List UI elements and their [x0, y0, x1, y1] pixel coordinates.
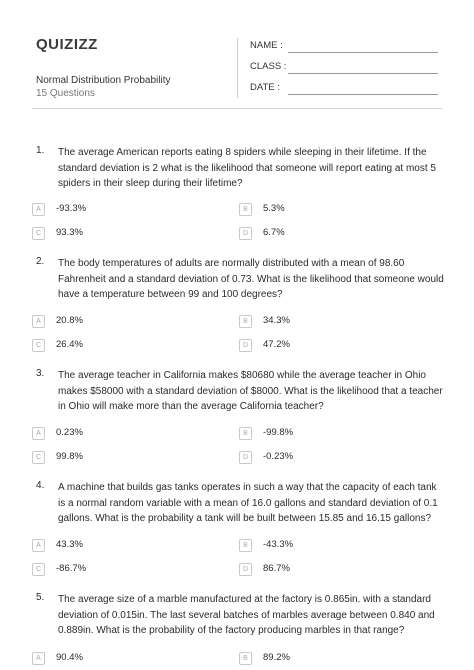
question-text: The average size of a marble manufactured at the factory is 0.865in. with a standard deviation of 0.015in. The last several batches of marbles average between 0.840 and 0.889in. What is the probability of the factory producing marbles in that range? — [58, 594, 435, 636]
class-field — [250, 61, 286, 72]
option-letter-box: B — [239, 315, 252, 328]
option-letter-box: C — [32, 451, 45, 464]
option-letter-box: A — [32, 652, 45, 665]
date-line — [288, 94, 438, 95]
option-value: 20.8% — [56, 315, 83, 326]
option-value: 6.7% — [263, 227, 285, 238]
option-letter-box: A — [32, 203, 45, 216]
class-label: CLASS : — [250, 61, 287, 72]
option-value: 47.2% — [263, 339, 290, 350]
option-value: -86.7% — [56, 563, 87, 574]
option-value: -43.3% — [263, 539, 294, 550]
question-number: 3. — [36, 368, 45, 379]
option-value: 0.23% — [56, 427, 83, 438]
date-field — [250, 82, 280, 93]
option-letter-box: C — [32, 563, 45, 576]
class-line — [288, 73, 438, 74]
option-letter-box: C — [32, 227, 45, 240]
header-divider — [237, 38, 238, 98]
option-value: -0.23% — [263, 451, 294, 462]
date-label: DATE : — [250, 82, 280, 93]
option-letter-box: A — [32, 315, 45, 328]
option-value: -99.8% — [263, 427, 294, 438]
option-letter-box: D — [239, 563, 252, 576]
question-count: 15 Questions — [36, 88, 95, 99]
question-text: The average teacher in California makes $80680 while the average teacher in Ohio makes $58000 with a standard deviation of $8000. What is the likelihood that a teacher in Ohio will make more than the average California teacher? — [58, 370, 443, 412]
name-label: NAME : — [250, 40, 283, 51]
option-letter-box: B — [239, 652, 252, 665]
option-letter-box: D — [239, 339, 252, 352]
option-value: 93.3% — [56, 227, 83, 238]
question-text: The body temperatures of adults are normally distributed with a mean of 98.60 Fahrenheit and a standard deviation of 0.73. What is the likelihood that someone would have a temperature between 99 and 100 degrees? — [58, 258, 444, 300]
option-value: 86.7% — [263, 563, 290, 574]
worksheet-title: Normal Distribution Probability — [36, 75, 171, 86]
option-value: -93.3% — [56, 203, 87, 214]
option-letter-box: A — [32, 427, 45, 440]
option-letter-box: D — [239, 227, 252, 240]
name-line — [288, 52, 438, 53]
option-value: 89.2% — [263, 652, 290, 663]
option-letter-box: A — [32, 539, 45, 552]
option-letter-box: B — [239, 539, 252, 552]
question-number: 4. — [36, 480, 45, 491]
question-number: 2. — [36, 256, 45, 267]
option-value: 90.4% — [56, 652, 83, 663]
option-value: 26.4% — [56, 339, 83, 350]
option-value: 34.3% — [263, 315, 290, 326]
option-letter-box: C — [32, 339, 45, 352]
quizizz-logo: QUIZIZZ — [36, 36, 98, 53]
option-letter-box: D — [239, 451, 252, 464]
option-letter-box: B — [239, 203, 252, 216]
worksheet-header — [0, 0, 474, 120]
name-field — [250, 40, 283, 51]
question-text: The average American reports eating 8 spiders while sleeping in their lifetime. If the standard deviation is 2 what is the likelihood that someone will report eating at most 5 spiders in their sleep during their lifetime? — [58, 147, 436, 189]
option-value: 99.8% — [56, 451, 83, 462]
question-text: A machine that builds gas tanks operates in such a way that the capacity of each tank is a normal random variable with a mean of 16.0 gallons and standard deviation of 0.1 gallons. What is the probability a tank will be built between 15.85 and 16.15 gallons? — [58, 482, 438, 524]
header-rule — [32, 108, 442, 109]
option-letter-box: B — [239, 427, 252, 440]
option-value: 5.3% — [263, 203, 285, 214]
question-number: 1. — [36, 145, 45, 156]
question-number: 5. — [36, 592, 45, 603]
option-value: 43.3% — [56, 539, 83, 550]
